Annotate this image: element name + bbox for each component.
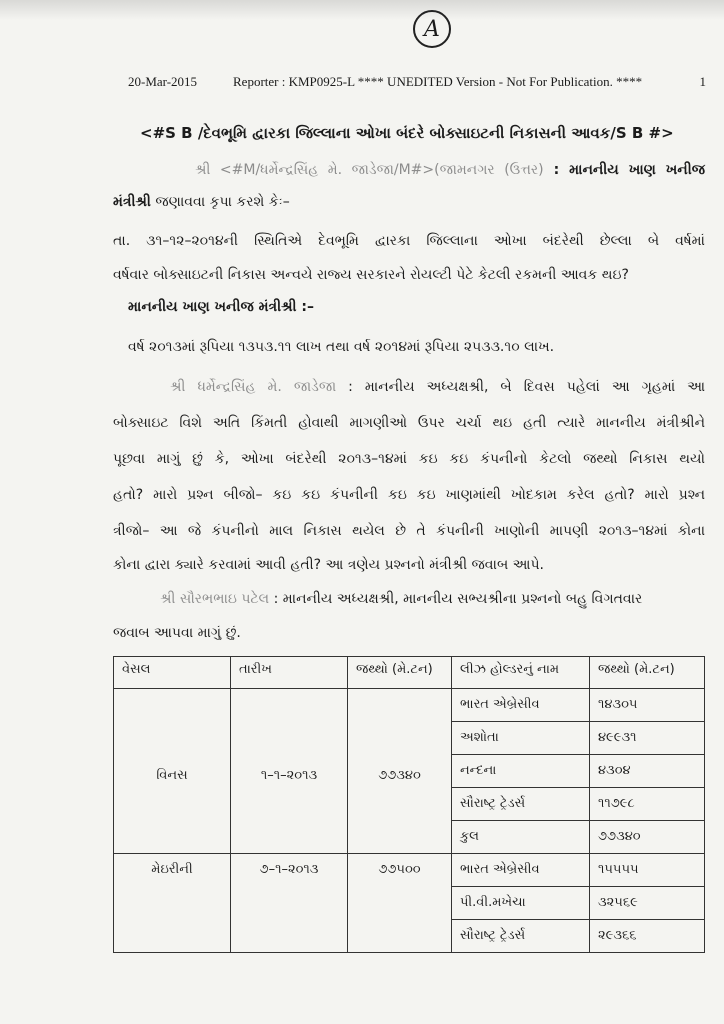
question-speaker: શ્રી <#M/ધર્મેન્દ્રસિંહ મે. જાડેજા/M#>(જામનગર (ઉત્તર)	[195, 162, 544, 178]
lessee-cell: સૌરાષ્ટ્ર ટ્રેડર્સ	[452, 920, 590, 953]
reply-line-2: જવાબ આપવા માગું છું.	[113, 625, 241, 641]
reply-line-1	[160, 590, 642, 608]
lessee-cell: ભારત એબ્રેસીવ	[452, 854, 590, 887]
page-stamp-mark: A	[413, 10, 451, 48]
header-reporter: Reporter : KMP0925-L **** UNEDITED Version - Not For Publication. ****	[233, 74, 643, 89]
question-addressee-cont: મંત્રીશ્રી	[113, 194, 151, 210]
answer-heading: માનનીય ખાણ ખનીજ મંત્રીશ્રી :–	[128, 299, 314, 315]
quantity-cell: ૭૭૩૪૦	[348, 689, 452, 854]
vessel-cell: મેઇરીની	[114, 854, 231, 953]
lessee-cell: ભારત એબ્રેસીવ	[452, 689, 590, 722]
lessee-qty-cell: ૪૯૯૩૧	[590, 722, 705, 755]
reply-text-1: : માનનીય અધ્યક્ષશ્રી, માનનીય સભ્યશ્રીના પ્રશ્નનો બહુ વિગતવાર	[269, 591, 643, 607]
question-line-2	[113, 193, 290, 211]
supplementary-speaker: શ્રી ધર્મેન્દ્રસિંહ મે. જાડેજા	[170, 379, 337, 395]
lessee-cell: નન્દના	[452, 755, 590, 788]
reply-speaker: શ્રી સૌરભભાઇ પટેલ	[160, 591, 270, 607]
supplementary-line-5: ત્રીજો– આ જે કંપનીનો માલ નિકાસ થયેલ છે તે કંપનીની ખાણોની માપણી ૨૦૧૩–૧૪માં કોના	[113, 523, 705, 539]
header-quantity: જથ્થો (મે.ટન)	[348, 657, 452, 689]
supplementary-line-3: પૂછવા માગું છું કે, ઓખા બંદરેથી ૨૦૧૩–૧૪માં કઇ કઇ કંપનીનો કેટલો જથ્થો નિકાસ થયો	[113, 451, 705, 467]
supplementary-text-1: : માનનીય અધ્યક્ષશ્રી, બે દિવસ પહેલાં આ ગૃહમાં આ	[336, 379, 705, 395]
lessee-qty-cell: ૧૫૫૫૫	[590, 854, 705, 887]
answer-text: વર્ષ ૨૦૧૩માં રૂપિયા ૧૩૫૩.૧૧ લાખ તથા વર્ષ ૨૦૧૪માં રૂપિયા ૨૫૩૩.૧૦ લાખ.	[128, 339, 555, 355]
supplementary-line-1	[170, 378, 705, 396]
supplementary-line-4: હતો? મારો પ્રશ્ન બીજો– કઇ કઇ કંપનીની કઇ કઇ ખાણમાંથી ખોદકામ કરેલ હતો? મારો પ્રશ્ન	[113, 487, 705, 503]
page-number: 1	[699, 74, 706, 89]
subject-line: <#S B /દેવભૂમિ દ્વારકા જિલ્લાના ઓખા બંદરે બોક્સાઇટની નિકાસની આવક/S B #>	[140, 124, 674, 142]
table-row	[114, 689, 705, 722]
lessee-cell: અશોતા	[452, 722, 590, 755]
lessee-cell: સૌરાષ્ટ્ર ટ્રેડર્સ	[452, 788, 590, 821]
lessee-qty-cell: ૧૪૩૦૫	[590, 689, 705, 722]
header-date-col: તારીખ	[231, 657, 348, 689]
date-cell: ૧–૧–૨૦૧૩	[231, 689, 348, 854]
total-label-cell: કુલ	[452, 821, 590, 854]
vessel-cell: વિનસ	[114, 689, 231, 854]
header-vessel: વેસલ	[114, 657, 231, 689]
lessee-qty-cell: ૨૯૩૬૬	[590, 920, 705, 953]
total-qty-cell: ૭૭૩૪૦	[590, 821, 705, 854]
lessee-qty-cell: ૪૩૦૪	[590, 755, 705, 788]
table-row	[114, 854, 705, 887]
supplementary-line-2: બોક્સાઇટ વિશે અતિ કિંમતી હોવાથી માગણીઓ ઉપર ચર્ચા થઇ હતી ત્યારે માનનીય મંત્રીશ્રીને	[113, 415, 705, 431]
header-lessee-quantity: જથ્થો (મે.ટન)	[590, 657, 705, 689]
table-header-row	[114, 657, 705, 689]
header-date: 20-Mar-2015	[128, 74, 198, 89]
supplementary-line-6: કોના દ્વારા ક્યારે કરવામાં આવી હતી? આ ત્રણેય પ્રશ્નનો મંત્રીશ્રી જવાબ આપે.	[113, 557, 544, 573]
question-addressee: માનનીય ખાણ ખનીજ	[569, 162, 705, 178]
question-request: જણાવવા કૃપા કરશે કેઃ–	[150, 194, 290, 210]
question-text-2: વર્ષવાર બોક્સાઇટની નિકાસ અન્વયે રાજ્ય સરકારને રોયલ્ટી પેટે કેટલી રકમની આવક થઇ?	[113, 267, 629, 283]
scan-edge	[0, 0, 724, 20]
question-text-1: તા. ૩૧–૧૨–૨૦૧૪ની સ્થિતિએ દેવભૂમિ દ્વારકા જિલ્લાના ઓખા બંદરેથી છેલ્લા બે વર્ષમાં	[113, 233, 705, 249]
lessee-cell: પી.વી.મખેચા	[452, 887, 590, 920]
question-colon: :	[543, 162, 570, 178]
header-lessee: લીઝ હોલ્ડરનું નામ	[452, 657, 590, 689]
question-line-1	[195, 161, 705, 179]
date-cell: ૭–૧–૨૦૧૩	[231, 854, 348, 953]
lessee-qty-cell: ૧૧૭૯૮	[590, 788, 705, 821]
quantity-cell: ૭૭૫૦૦	[348, 854, 452, 953]
lessee-qty-cell: ૩૨૫૬૯	[590, 887, 705, 920]
export-table	[113, 656, 705, 953]
